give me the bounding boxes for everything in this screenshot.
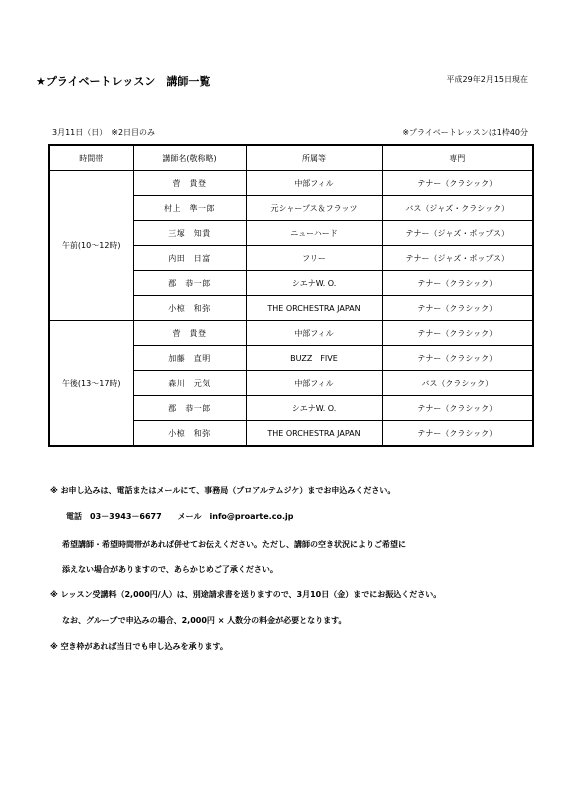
header-period: 時間帯 bbox=[49, 145, 133, 171]
teacher-specialty: テナー（クラシック） bbox=[382, 171, 533, 196]
teacher-affiliation: ニューハード bbox=[246, 221, 382, 246]
teacher-name: 三塚 知貴 bbox=[133, 221, 246, 246]
teacher-affiliation: THE ORCHESTRA JAPAN bbox=[246, 421, 382, 447]
as-of-date: 平成29年2月15日現在 bbox=[446, 75, 528, 84]
teacher-affiliation: シエナW. O. bbox=[246, 271, 382, 296]
teacher-name: 加藤 直明 bbox=[133, 346, 246, 371]
note-group-fee: なお、グループで申込みの場合、2,000円 × 人数分の料金が必要となります。 bbox=[62, 616, 347, 625]
lesson-duration-note: ※プライベートレッスンは1枠40分 bbox=[402, 128, 528, 137]
teacher-specialty: テナー（クラシック） bbox=[382, 396, 533, 421]
teacher-affiliation: BUZZ FIVE bbox=[246, 346, 382, 371]
teacher-name: 小椋 和弥 bbox=[133, 296, 246, 321]
teacher-affiliation: THE ORCHESTRA JAPAN bbox=[246, 296, 382, 321]
teacher-specialty: テナー（クラシック） bbox=[382, 271, 533, 296]
header-teacher: 講師名(敬称略) bbox=[133, 145, 246, 171]
table-row bbox=[49, 171, 533, 196]
teacher-affiliation: 中部フィル bbox=[246, 321, 382, 346]
teacher-name: 内田 日富 bbox=[133, 246, 246, 271]
event-date-note: 3月11日（日） ※2日目のみ bbox=[52, 128, 156, 137]
teacher-name: 郡 恭一郎 bbox=[133, 396, 246, 421]
teacher-name: 菅 貴登 bbox=[133, 321, 246, 346]
page-title: ★プライベートレッスン 講師一覧 bbox=[36, 75, 211, 88]
note-same-day: ※ 空き枠があれば当日でも申し込みを承ります。 bbox=[50, 642, 228, 651]
note-contact: 電話 03－3943－6677 メール info@proarte.co.jp bbox=[66, 512, 294, 521]
note-fee: ※ レッスン受講料（2,000円/人）は、別途請求書を送りますので、3月10日（金）までにお振込ください。 bbox=[50, 590, 442, 599]
teacher-schedule-table bbox=[48, 144, 534, 447]
teacher-specialty: テナー（クラシック） bbox=[382, 321, 533, 346]
table-row bbox=[49, 321, 533, 346]
teacher-affiliation: 中部フィル bbox=[246, 171, 382, 196]
teacher-specialty: テナー（ジャズ・ポップス） bbox=[382, 246, 533, 271]
teacher-affiliation: シエナW. O. bbox=[246, 396, 382, 421]
period-morning: 午前(10～12時) bbox=[49, 171, 133, 321]
note-application: ※ お申し込みは、電話またはメールにて、事務局（プロアルテムジケ）までお申込みください。 bbox=[50, 486, 396, 495]
note-preference-cont: 添えない場合がありますので、あらかじめご了承ください。 bbox=[62, 565, 278, 574]
teacher-specialty: テナー（クラシック） bbox=[382, 421, 533, 447]
teacher-specialty: テナー（クラシック） bbox=[382, 346, 533, 371]
note-preference: 希望講師・希望時間帯があれば併せてお伝えください。ただし、講師の空き状況によりご希望に bbox=[62, 540, 406, 549]
teacher-specialty: バス（クラシック） bbox=[382, 371, 533, 396]
teacher-specialty: バス（ジャズ・クラシック） bbox=[382, 196, 533, 221]
teacher-affiliation: フリー bbox=[246, 246, 382, 271]
table-header-row bbox=[49, 145, 533, 171]
header-specialty: 専門 bbox=[382, 145, 533, 171]
teacher-name: 郡 恭一郎 bbox=[133, 271, 246, 296]
teacher-name: 菅 貴登 bbox=[133, 171, 246, 196]
teacher-affiliation: 中部フィル bbox=[246, 371, 382, 396]
teacher-specialty: テナー（ジャズ・ポップス） bbox=[382, 221, 533, 246]
teacher-name: 森川 元気 bbox=[133, 371, 246, 396]
teacher-name: 小椋 和弥 bbox=[133, 421, 246, 447]
teacher-name: 村上 準一郎 bbox=[133, 196, 246, 221]
teacher-affiliation: 元シャープス＆フラッツ bbox=[246, 196, 382, 221]
teacher-specialty: テナー（クラシック） bbox=[382, 296, 533, 321]
period-afternoon: 午後(13～17時) bbox=[49, 321, 133, 447]
header-affiliation: 所属等 bbox=[246, 145, 382, 171]
